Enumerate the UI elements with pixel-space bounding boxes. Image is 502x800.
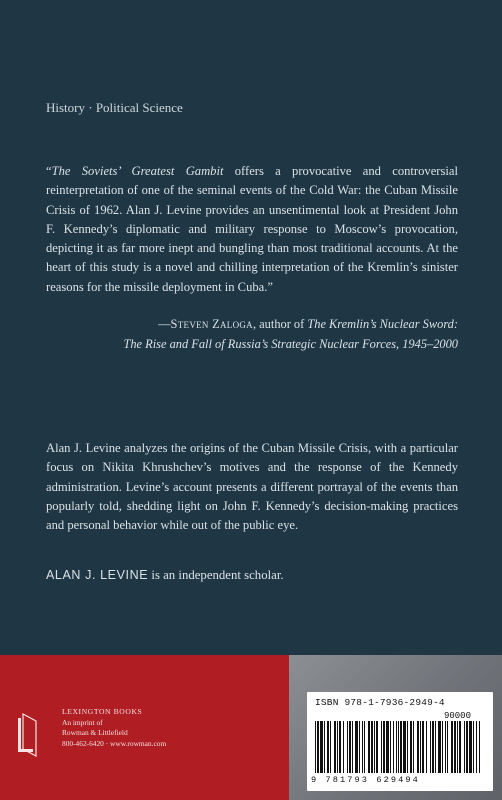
barcode-bar (459, 721, 461, 773)
barcode-bar (371, 721, 373, 773)
barcode-bar (432, 721, 434, 773)
barcode-bar (413, 721, 414, 773)
publisher-band (0, 655, 289, 800)
barcode-bar (393, 721, 394, 773)
barcode-bar (352, 721, 353, 773)
barcode-bar (422, 721, 424, 773)
barcode-band (289, 655, 502, 800)
author-bio-text: is an independent scholar. (148, 568, 284, 582)
lexington-logo-icon (14, 712, 40, 758)
barcode-bars (315, 721, 485, 773)
barcode-bar (374, 721, 375, 773)
endorsement-quote (46, 162, 458, 297)
endorsement-attribution (38, 314, 458, 354)
barcode-bar (362, 721, 363, 773)
author-name: ALAN J. LEVINE (46, 568, 149, 582)
quoted-book-title: The Soviets’ Greatest Gambit (51, 164, 224, 178)
barcode-bar (327, 721, 329, 773)
barcode-bar (398, 721, 399, 773)
barcode-bar (445, 721, 446, 773)
endorser-work-title-1: The Kremlin’s Nuclear Sword: (307, 317, 458, 331)
price-code: 90000 (443, 711, 471, 721)
barcode-bar (464, 721, 465, 773)
barcode-bar (396, 721, 397, 773)
quote-body: offers a provocative and controversial reinterpretation of one of the seminal events of the Cold War: the Cuban Missile Crisis of 1962. Alan J. Levine provides an unsentimental look at President John F. Kennedy’s diplomatic and military response to Moscow’s provocation, depicting it as far more inept and bungling than most traditional accounts. At the heart of this study is a novel and chilling interpretation of the Kremlin’s sinister reasons for the missile deployment in Cuba.” (46, 164, 458, 294)
barcode-bar (457, 721, 458, 773)
barcode-bar (447, 721, 448, 773)
barcode-bar (349, 721, 351, 773)
barcode-bar (334, 721, 336, 773)
barcode-bar (442, 721, 443, 773)
barcode-bar (343, 721, 344, 773)
barcode-bar (426, 721, 427, 773)
barcode-bar (320, 721, 323, 773)
barcode-bar (347, 721, 348, 773)
barcode-bar (479, 721, 480, 773)
barcode-bar (466, 721, 468, 773)
barcode-bar (403, 721, 406, 773)
barcode-bar (438, 721, 441, 773)
book-description: Alan J. Levine analyzes the origins of the Cuban Missile Crisis, with a particular focus on Nikita Khrushchev’s motives and the response of the Kennedy administration. Levine’s account presents a different portrayal of the events than popularly told, shedding light on John F. Kennedy’s decision-making practices and personal behavior while out of the public eye. (46, 441, 458, 533)
category-label: History · Political Science (46, 100, 183, 115)
barcode-bar (364, 721, 365, 773)
barcode-bar (355, 721, 358, 773)
barcode-bar (430, 721, 431, 773)
barcode-bar (330, 721, 331, 773)
barcode-bar (469, 721, 472, 773)
publisher-info (62, 707, 166, 749)
endorser-work-title-2: The Rise and Fall of Russia’s Strategic Nuclear Forces, 1945–2000 (123, 337, 458, 351)
barcode-bar (417, 721, 419, 773)
publisher-imprint-line: An imprint of (62, 717, 103, 727)
barcode-bar (381, 721, 382, 773)
quote-open-mark: “ (46, 164, 52, 178)
attribution-line-1 (38, 314, 458, 334)
isbn-label: ISBN 978-1-7936-2949-4 (315, 697, 445, 708)
barcode-bar (410, 721, 412, 773)
barcode-bar (337, 721, 338, 773)
endorser-name: Steven Zaloga (170, 317, 253, 331)
barcode-bar (315, 721, 316, 773)
barcode-bar (451, 721, 453, 773)
barcode-bar (435, 721, 436, 773)
barcode-bar (386, 721, 389, 773)
barcode-bar (376, 721, 378, 773)
barcode-bar (359, 721, 360, 773)
barcode-panel (307, 692, 493, 791)
author-bio (46, 568, 284, 583)
barcode-bar (317, 721, 319, 773)
barcode-bar (400, 721, 402, 773)
barcode-bar (420, 721, 421, 773)
barcode-bar (339, 721, 341, 773)
endorser-role: , author of (252, 317, 308, 331)
barcode-bar (454, 721, 456, 773)
publisher-name: LEXINGTON BOOKS (62, 707, 143, 716)
ean-digits: 9 781793 629494 (311, 775, 420, 785)
publisher-contact: 800-462-6420 · www.rowman.com (62, 738, 167, 748)
barcode-bar (473, 721, 474, 773)
publisher-parent: Rowman & Littlefield (62, 728, 128, 737)
barcode-bar (383, 721, 385, 773)
attribution-dash: — (158, 317, 171, 331)
attribution-line-2 (38, 334, 458, 354)
barcode-bar (368, 721, 370, 773)
barcode-bar (324, 721, 325, 773)
barcode-bar (476, 721, 477, 773)
barcode-bar (407, 721, 408, 773)
barcode-bar (390, 721, 391, 773)
bottom-band (0, 655, 502, 800)
